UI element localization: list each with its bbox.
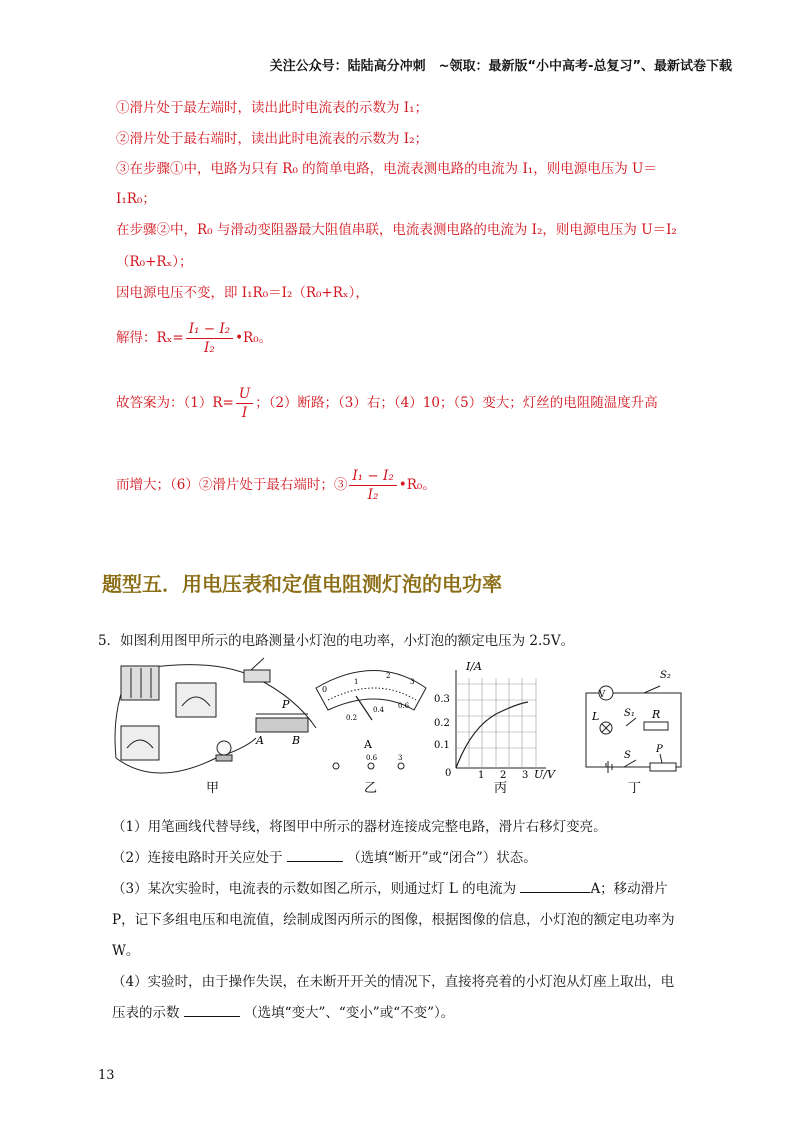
label-B: B bbox=[292, 734, 301, 747]
ammeter-icon bbox=[121, 726, 159, 760]
question-4: （4）实验时，由于操作失误，在未断开开关的情况下，直接将亮着的小灯泡从灯座上取出，电 bbox=[112, 974, 675, 990]
q3-current-blank[interactable] bbox=[520, 880, 590, 893]
answer-fraction-numerator: U bbox=[236, 385, 253, 404]
resistor-R bbox=[644, 722, 668, 730]
answer2-fraction-denominator: I₂ bbox=[367, 487, 379, 503]
answer2-fraction-numerator: I₁ − I₂ bbox=[349, 467, 396, 486]
page-header: 关注公众号：陆陆高分冲刺 ~领取：最新版“小中高考-总复习”、最新试卷下载 bbox=[269, 59, 732, 74]
page-number: 13 bbox=[98, 1068, 115, 1083]
label-P-ding: P bbox=[656, 744, 663, 755]
fraction bbox=[186, 320, 233, 357]
meter-tick-04: 0.4 bbox=[373, 706, 385, 714]
q4-text-b: 压表的示数 bbox=[112, 1005, 180, 1021]
answer-fraction-denominator: I bbox=[241, 405, 248, 421]
answer2-prefix: 而增大；（6）②滑片处于最右端时；③ bbox=[116, 477, 348, 493]
question-3 bbox=[112, 877, 668, 897]
question-4-cont bbox=[112, 1001, 454, 1021]
label-S1: S₁ bbox=[624, 708, 635, 719]
iv-curve bbox=[456, 702, 528, 768]
answer2-suffix: •R₀。 bbox=[398, 477, 436, 493]
answer-rest: ；（2）断路；（3）右；（4）10；（5）变大；灯丝的电阻随温度升高 bbox=[255, 395, 658, 411]
question-2 bbox=[112, 846, 537, 866]
label-S2: S₂ bbox=[660, 670, 671, 681]
meter-terminal-3: 3 bbox=[398, 754, 403, 762]
q3-text-a: （3）某次实验时，电流表的示数如图乙所示，则通过灯 L 的电流为 bbox=[112, 881, 517, 897]
q4-answer-blank[interactable] bbox=[184, 1004, 240, 1017]
graph-ytick-01: 0.1 bbox=[434, 740, 450, 751]
question-1: （1）用笔画线代替导线，将图甲中所示的器材连接成完整电路，滑片右移灯变亮。 bbox=[112, 819, 607, 835]
rheostat-symbol bbox=[650, 763, 676, 771]
label-V: V bbox=[598, 690, 606, 700]
battery-icon bbox=[121, 666, 159, 700]
graph-xtick-2: 2 bbox=[500, 770, 507, 781]
solution-step-2: ②滑片处于最右端时，读出此时电流表的示数为 I₂； bbox=[116, 131, 429, 147]
question-3-end: W。 bbox=[112, 943, 140, 959]
q2-answer-blank[interactable] bbox=[287, 849, 343, 862]
label-S: S bbox=[624, 750, 631, 761]
solution-step-1: ①滑片处于最左端时，读出此时电流表的示数为 I₁； bbox=[116, 100, 429, 116]
graph-xtick-3: 3 bbox=[522, 770, 529, 781]
q2-text-b: （选填“断开”或“闭合”）状态。 bbox=[347, 850, 537, 866]
figure-yi-label: 乙 bbox=[364, 781, 378, 796]
label-A: A bbox=[256, 734, 264, 747]
graph-ytick-02: 0.2 bbox=[434, 718, 450, 729]
q4-text-c: （选填“变大”、“变小”或“不变”）。 bbox=[244, 1005, 455, 1021]
figure-jia-label: 甲 bbox=[206, 781, 220, 796]
section-title: 题型五．用电压表和定值电阻测灯泡的电功率 bbox=[102, 572, 502, 596]
meter-tick-2: 2 bbox=[386, 672, 391, 680]
answer-fraction bbox=[236, 385, 253, 422]
fraction-numerator: I₁ − I₂ bbox=[186, 320, 233, 339]
figure-ding-label: 丁 bbox=[628, 781, 642, 796]
meter-tick-1: 1 bbox=[354, 678, 359, 686]
fraction-denominator: I₂ bbox=[204, 340, 215, 356]
graph-xlabel: U/V bbox=[534, 768, 555, 781]
graph-ylabel: I/A bbox=[466, 660, 482, 673]
solution-step-4-cont: （R₀+Rₓ）； bbox=[116, 254, 193, 270]
graph-xtick-1: 1 bbox=[478, 770, 485, 781]
q3-text-b: A；移动滑片 bbox=[590, 881, 668, 897]
bulb-icon bbox=[217, 741, 231, 755]
graph-ytick-03: 0.3 bbox=[434, 694, 450, 705]
solution-step-5: 因电源电压不变，即 I₁R₀＝I₂（R₀+Rₓ）， bbox=[116, 285, 369, 301]
question-stem: 5．如图利用图甲所示的电路测量小灯泡的电功率，小灯泡的额定电压为 2.5V。 bbox=[98, 633, 575, 649]
meter-tick-06: 0.6 bbox=[398, 702, 410, 710]
solution-step-4: 在步骤②中，R₀ 与滑动变阻器最大阻值串联，电流表测电路的电流为 I₂，则电源电压为 U＝I₂ bbox=[116, 222, 677, 238]
solution-result bbox=[116, 320, 272, 357]
answer-line-2 bbox=[116, 467, 436, 504]
answer-line-1 bbox=[116, 385, 658, 422]
graph-origin: 0 bbox=[445, 768, 452, 779]
meter-tick-02: 0.2 bbox=[346, 714, 358, 722]
figure-bing bbox=[456, 670, 546, 768]
figure-bing-label: 丙 bbox=[494, 781, 508, 796]
solution-step-3-cont: I₁R₀； bbox=[116, 191, 156, 207]
answer-prefix: 故答案为：（1）R= bbox=[116, 395, 234, 411]
meter-tick-0: 0 bbox=[322, 685, 328, 694]
question-3-cont: P，记下多组电压和电流值，绘制成图丙所示的图像，根据图像的信息，小灯泡的额定电功率为 bbox=[112, 912, 675, 928]
voltmeter-icon bbox=[176, 683, 216, 717]
figure-jia bbox=[115, 658, 316, 773]
rheostat-icon bbox=[256, 718, 308, 732]
label-L: L bbox=[592, 710, 600, 723]
label-P: P bbox=[282, 698, 290, 711]
solution-step-3: ③在步骤①中，电路为只有 R₀ 的简单电路，电流表测电路的电流为 I₁，则电源电压为 U＝ bbox=[116, 161, 657, 177]
answer2-fraction bbox=[349, 467, 396, 504]
label-R: R bbox=[652, 708, 661, 721]
figures-strip bbox=[96, 648, 696, 798]
solve-suffix: •R₀。 bbox=[235, 330, 273, 346]
meter-terminal-06: 0.6 bbox=[366, 754, 378, 762]
meter-tick-3: 3 bbox=[410, 678, 415, 686]
q2-text-a: （2）连接电路时开关应处于 bbox=[112, 850, 283, 866]
meter-unit-A: A bbox=[364, 738, 372, 751]
solve-prefix: 解得：Rₓ= bbox=[116, 330, 184, 346]
switch-icon bbox=[244, 670, 270, 682]
